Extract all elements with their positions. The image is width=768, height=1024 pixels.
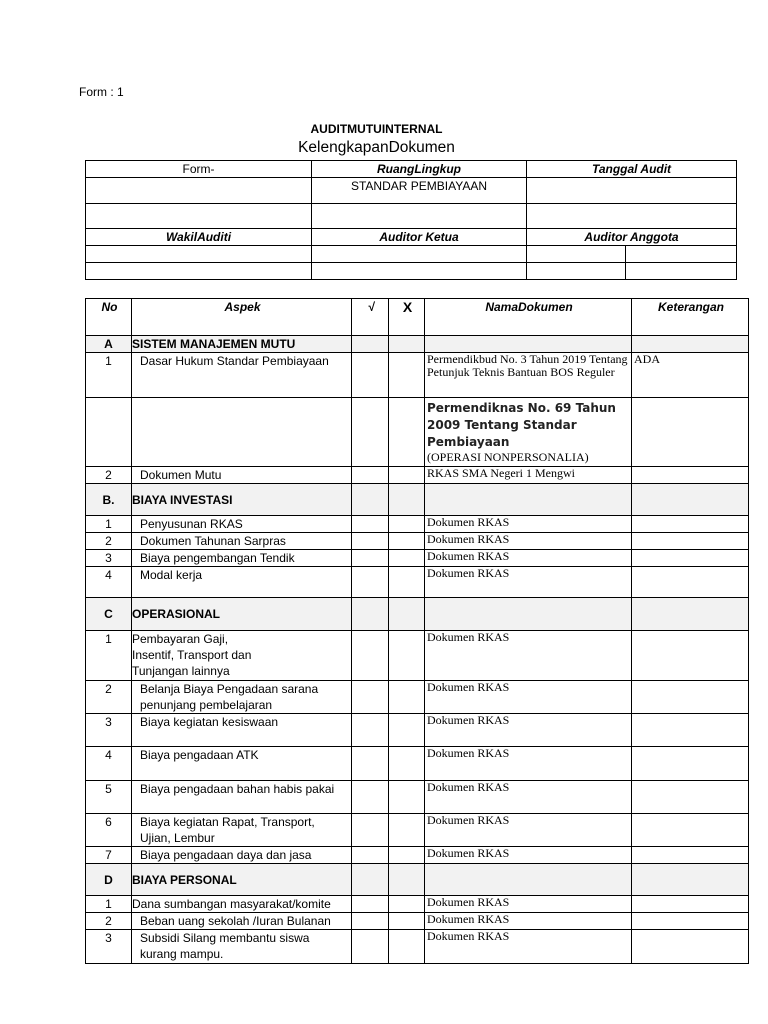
row-no: 6 [86, 814, 132, 847]
row-doc-bold: Permendiknas No. 69 Tahun 2009 Tentang Standar Pembiayaan [427, 401, 616, 449]
row-aspek: Penyusunan RKAS [132, 516, 352, 533]
row-aspek-line: Tunjangan lainnya [132, 664, 230, 678]
row-no: 4 [86, 567, 132, 598]
header-scope-label: RuangLingkup [312, 161, 527, 178]
header-lead-auditor-label: Auditor Ketua [312, 229, 527, 246]
row-aspek [132, 930, 352, 964]
x-cell[interactable] [389, 930, 425, 964]
row-doc: RKAS SMA Negeri 1 Mengwi [425, 467, 632, 484]
lead-auditor-field[interactable] [312, 246, 527, 263]
row-doc: Dokumen RKAS [425, 714, 632, 747]
row-note [632, 631, 749, 681]
row-aspek-line: Belanja Biaya Pengadaan sarana [140, 682, 319, 696]
check-cell[interactable] [352, 930, 389, 964]
row-note [632, 681, 749, 714]
check-cell[interactable] [352, 550, 389, 567]
row-doc: Dokumen RKAS [425, 781, 632, 814]
table-row [86, 398, 749, 467]
row-no [86, 398, 132, 467]
form-number-label: Form : 1 [79, 85, 124, 99]
table-row [86, 467, 749, 484]
section-no: C [86, 598, 132, 631]
row-aspek-line: penunjang pembelajaran [140, 698, 273, 712]
doc-cell [425, 336, 632, 353]
row-no: 1 [86, 631, 132, 681]
x-cell[interactable] [389, 398, 425, 467]
check-cell[interactable] [352, 864, 389, 896]
row-note [632, 930, 749, 964]
table-row [86, 516, 749, 533]
note-cell [632, 864, 749, 896]
audit-header-table [85, 160, 737, 280]
x-cell[interactable] [389, 631, 425, 681]
row-aspek-line: Pembayaran Gaji, [132, 632, 229, 646]
row-note [632, 814, 749, 847]
check-cell[interactable] [352, 913, 389, 930]
section-title: BIAYA PERSONAL [132, 864, 352, 896]
row-note [632, 516, 749, 533]
x-cell[interactable] [389, 847, 425, 864]
row-doc: Dokumen RKAS [425, 896, 632, 913]
check-cell[interactable] [352, 484, 389, 516]
note-cell [632, 484, 749, 516]
row-note [632, 747, 749, 781]
row-aspek: Dokumen Mutu [132, 467, 352, 484]
header-scope-value: STANDAR PEMBIAYAAN [312, 178, 527, 204]
header-date-label: Tanggal Audit [527, 161, 737, 178]
row-doc: Dokumen RKAS [425, 550, 632, 567]
row-note [632, 550, 749, 567]
check-cell[interactable] [352, 398, 389, 467]
x-cell[interactable] [389, 598, 425, 631]
x-cell[interactable] [389, 353, 425, 398]
row-note: ADA [632, 353, 749, 398]
row-doc: Dokumen RKAS [425, 516, 632, 533]
x-cell[interactable] [389, 467, 425, 484]
row-aspek-line: kurang mampu. [140, 947, 224, 961]
row-doc: Dokumen RKAS [425, 681, 632, 714]
row-doc: Dokumen RKAS [425, 747, 632, 781]
row-aspek [132, 681, 352, 714]
row-doc: Dokumen RKAS [425, 847, 632, 864]
check-cell[interactable] [352, 567, 389, 598]
row-aspek [132, 814, 352, 847]
check-cell[interactable] [352, 681, 389, 714]
row-note [632, 896, 749, 913]
x-cell[interactable] [389, 814, 425, 847]
row-no: 1 [86, 896, 132, 913]
doc-cell [425, 484, 632, 516]
check-cell[interactable] [352, 353, 389, 398]
col-header-keterangan: Keterangan [632, 299, 749, 336]
check-cell[interactable] [352, 847, 389, 864]
row-doc: Permendikbud No. 3 Tahun 2019 Tentang Petunjuk Teknis Bantuan BOS Reguler [425, 353, 632, 398]
row-aspek: Dana sumbangan masyarakat/komite [132, 896, 352, 913]
section-title: BIAYA INVESTASI [132, 484, 352, 516]
row-no: 3 [86, 930, 132, 964]
header-blank-cell [312, 204, 527, 229]
row-doc: Dokumen RKAS [425, 533, 632, 550]
table-row [86, 567, 749, 598]
row-aspek [132, 398, 352, 467]
table-row [86, 533, 749, 550]
row-note [632, 398, 749, 467]
row-doc: Dokumen RKAS [425, 930, 632, 964]
check-cell[interactable] [352, 814, 389, 847]
table-row [86, 781, 749, 814]
col-header-aspek: Aspek [132, 299, 352, 336]
check-cell[interactable] [352, 598, 389, 631]
x-cell[interactable] [389, 336, 425, 353]
section-no: A [86, 336, 132, 353]
section-title: SISTEM MANAJEMEN MUTU [132, 336, 352, 353]
table-row [86, 896, 749, 913]
row-no: 7 [86, 847, 132, 864]
member-auditor-field-2[interactable] [626, 263, 737, 280]
header-date-value[interactable] [527, 178, 737, 204]
row-aspek-line: Ujian, Lembur [140, 831, 215, 845]
row-doc: Dokumen RKAS [425, 631, 632, 681]
table-row [86, 550, 749, 567]
row-aspek: Biaya pengadaan bahan habis pakai [132, 781, 352, 814]
table-row [86, 847, 749, 864]
table-row [86, 747, 749, 781]
check-cell[interactable] [352, 747, 389, 781]
row-no: 2 [86, 913, 132, 930]
x-cell[interactable] [389, 747, 425, 781]
check-cell[interactable] [352, 467, 389, 484]
auditee-field[interactable] [86, 263, 312, 280]
member-auditor-field-1[interactable] [527, 263, 626, 280]
check-cell[interactable] [352, 516, 389, 533]
row-no: 3 [86, 714, 132, 747]
section-no: B. [86, 484, 132, 516]
table-row [86, 353, 749, 398]
lead-auditor-field[interactable] [312, 263, 527, 280]
x-cell[interactable] [389, 681, 425, 714]
check-cell[interactable] [352, 533, 389, 550]
row-no: 3 [86, 550, 132, 567]
row-no: 2 [86, 533, 132, 550]
table-row [86, 930, 749, 964]
table-row [86, 714, 749, 747]
header-blank-cell [86, 204, 312, 229]
x-cell[interactable] [389, 896, 425, 913]
col-header-no: No [86, 299, 132, 336]
row-aspek: Biaya kegiatan kesiswaan [132, 714, 352, 747]
header-form-cell: Form- [86, 161, 312, 178]
x-cell[interactable] [389, 781, 425, 814]
row-doc: Dokumen RKAS [425, 814, 632, 847]
note-cell [632, 598, 749, 631]
table-row [86, 631, 749, 681]
row-no: 2 [86, 681, 132, 714]
row-no: 4 [86, 747, 132, 781]
auditee-field[interactable] [86, 246, 312, 263]
note-cell [632, 336, 749, 353]
document-subtitle: KelengkapanDokumen [298, 139, 455, 156]
section-no: D [86, 864, 132, 896]
x-cell[interactable] [389, 484, 425, 516]
row-no: 2 [86, 467, 132, 484]
col-header-check: √ [352, 299, 389, 336]
header-form-value[interactable] [86, 178, 312, 204]
row-aspek: Biaya pengadaan ATK [132, 747, 352, 781]
document-title: AUDITMUTUINTERNAL [310, 122, 443, 136]
row-no: 5 [86, 781, 132, 814]
table-row [86, 913, 749, 930]
row-note [632, 913, 749, 930]
row-doc: Dokumen RKAS [425, 913, 632, 930]
row-aspek-line: Insentif, Transport dan [132, 648, 252, 662]
row-aspek: Biaya pengadaan daya dan jasa [132, 847, 352, 864]
header-blank-cell [527, 204, 737, 229]
row-note [632, 533, 749, 550]
check-cell[interactable] [352, 896, 389, 913]
check-cell[interactable] [352, 631, 389, 681]
row-aspek: Biaya pengembangan Tendik [132, 550, 352, 567]
row-aspek: Dasar Hukum Standar Pembiayaan [132, 353, 352, 398]
table-row [86, 814, 749, 847]
x-cell[interactable] [389, 864, 425, 896]
row-note [632, 467, 749, 484]
document-checklist-table [85, 298, 749, 964]
table-row [86, 681, 749, 714]
row-aspek: Dokumen Tahunan Sarpras [132, 533, 352, 550]
row-doc-tail: (OPERASI NONPERSONALIA) [427, 450, 589, 464]
col-header-nama-dokumen: NamaDokumen [425, 299, 632, 336]
row-doc [425, 398, 632, 467]
member-auditor-field-1[interactable] [527, 246, 626, 263]
x-cell[interactable] [389, 714, 425, 747]
row-note [632, 847, 749, 864]
row-no: 1 [86, 516, 132, 533]
header-auditee-label: WakilAuditi [86, 229, 312, 246]
x-cell[interactable] [389, 913, 425, 930]
row-aspek-line: Biaya kegiatan Rapat, Transport, [140, 815, 315, 829]
check-cell[interactable] [352, 714, 389, 747]
row-aspek: Modal kerja [132, 567, 352, 598]
row-aspek: Beban uang sekolah /Iuran Bulanan [132, 913, 352, 930]
member-auditor-field-2[interactable] [626, 246, 737, 263]
row-note [632, 567, 749, 598]
x-cell[interactable] [389, 516, 425, 533]
x-cell[interactable] [389, 533, 425, 550]
row-aspek-line: Subsidi Silang membantu siswa [140, 931, 310, 945]
row-aspek [132, 631, 352, 681]
check-cell[interactable] [352, 781, 389, 814]
doc-cell [425, 864, 632, 896]
header-member-auditor-label: Auditor Anggota [527, 229, 737, 246]
row-note [632, 714, 749, 747]
doc-cell [425, 598, 632, 631]
section-title: OPERASIONAL [132, 598, 352, 631]
check-cell[interactable] [352, 336, 389, 353]
row-note [632, 781, 749, 814]
row-doc: Dokumen RKAS [425, 567, 632, 598]
col-header-x: X [389, 299, 425, 336]
row-no: 1 [86, 353, 132, 398]
x-cell[interactable] [389, 567, 425, 598]
x-cell[interactable] [389, 550, 425, 567]
